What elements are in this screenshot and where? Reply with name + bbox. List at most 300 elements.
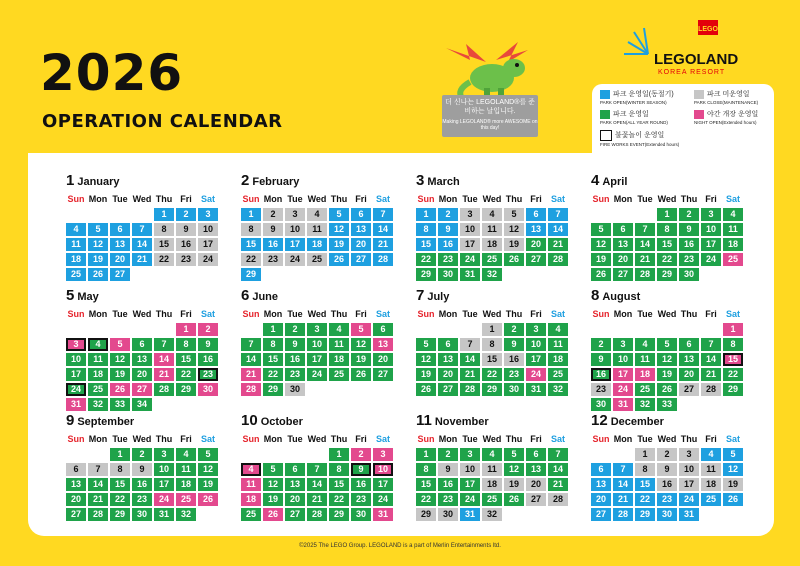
day-cell: 23	[176, 253, 196, 266]
weekday-label: Mon	[88, 434, 108, 444]
day-cell: 1	[482, 323, 502, 336]
day-cell: 7	[548, 448, 568, 461]
day-cell: 22	[482, 368, 502, 381]
day-cell: 14	[460, 353, 480, 366]
day-cell: 30	[679, 268, 699, 281]
day-cell: 21	[460, 368, 480, 381]
month-name: February	[252, 176, 300, 188]
day-cell: 19	[110, 368, 130, 381]
day-cell: 7	[460, 338, 480, 351]
day-cell: 27	[285, 508, 305, 521]
day-cell: 8	[657, 223, 677, 236]
empty-cell	[66, 208, 86, 221]
day-cell: 26	[657, 383, 677, 396]
day-cell: 9	[657, 463, 677, 476]
legend-label-english: NIGHT OPEN(Extended hours)	[694, 120, 757, 126]
empty-cell	[307, 448, 327, 461]
day-cell: 28	[88, 508, 108, 521]
day-cell: 1	[635, 448, 655, 461]
day-cell: 15	[110, 478, 130, 491]
day-cell: 17	[701, 238, 721, 251]
day-cell: 9	[504, 338, 524, 351]
weekday-label: Thu	[155, 194, 173, 204]
empty-cell	[263, 448, 283, 461]
day-cell: 13	[526, 463, 546, 476]
month-december	[591, 412, 743, 521]
weekday-label: Thu	[505, 194, 523, 204]
weekday-label: Tue	[462, 309, 478, 319]
day-cell: 5	[351, 323, 371, 336]
month-name: April	[602, 176, 628, 188]
day-cell: 24	[613, 383, 633, 396]
day-cell: 24	[285, 253, 305, 266]
month-name: July	[427, 291, 450, 303]
day-cell: 26	[198, 493, 218, 506]
day-cell: 3	[307, 323, 327, 336]
day-cell: 29	[635, 508, 655, 521]
day-cell: 6	[526, 448, 546, 461]
weekday-label: Thu	[330, 194, 348, 204]
day-cell: 32	[548, 383, 568, 396]
weekday-label: Tue	[287, 309, 303, 319]
logo-sub-text: KOREA RESORT	[658, 69, 726, 76]
day-cell: 7	[241, 338, 261, 351]
legend-label-korean: 파크 운영일(동절기)	[613, 91, 674, 99]
day-cell: 31	[66, 398, 86, 411]
day-cell: 19	[657, 368, 677, 381]
empty-cell	[701, 323, 721, 336]
month-title	[241, 287, 393, 305]
weekday-label: Thu	[680, 434, 698, 444]
days-grid	[591, 323, 743, 411]
day-cell: 29	[416, 268, 436, 281]
day-cell: 31	[373, 508, 393, 521]
month-november	[416, 412, 568, 521]
day-cell: 11	[482, 463, 502, 476]
day-cell: 12	[591, 238, 611, 251]
day-cell: 26	[351, 368, 371, 381]
weekday-label: Tue	[287, 194, 303, 204]
year-title: 2026	[40, 44, 184, 102]
day-cell: 34	[132, 398, 152, 411]
day-cell: 4	[88, 338, 108, 351]
month-march	[416, 172, 568, 281]
empty-cell	[591, 323, 611, 336]
day-cell: 7	[701, 338, 721, 351]
month-name: January	[77, 176, 120, 188]
day-cell: 11	[635, 353, 655, 366]
day-cell: 30	[591, 398, 611, 411]
empty-cell	[154, 323, 174, 336]
month-number: 9	[66, 412, 75, 429]
day-cell: 17	[460, 478, 480, 491]
day-cell: 32	[88, 398, 108, 411]
day-cell: 20	[679, 368, 699, 381]
day-cell: 4	[635, 338, 655, 351]
day-cell: 6	[66, 463, 86, 476]
month-october	[241, 412, 393, 521]
legend-item-c	[694, 90, 758, 105]
day-cell: 24	[701, 253, 721, 266]
day-cell: 16	[132, 478, 152, 491]
weekday-label: Thu	[330, 434, 348, 444]
legend-label-korean: 파크 운영일	[613, 111, 649, 119]
weekday-label: Wed	[307, 194, 327, 204]
days-grid	[591, 208, 743, 281]
day-cell: 17	[198, 238, 218, 251]
day-cell: 12	[88, 238, 108, 251]
weekday-label: Thu	[330, 309, 348, 319]
day-cell: 8	[154, 223, 174, 236]
days-grid	[241, 208, 393, 281]
legend-label-english: PARK OPEN(WINTER SEASON)	[600, 100, 667, 106]
day-cell: 9	[438, 223, 458, 236]
month-number: 7	[416, 287, 425, 304]
weekday-header	[591, 307, 743, 321]
month-title	[66, 287, 218, 305]
month-title	[66, 412, 218, 430]
footer-copyright: ©2025 The LEGO Group. LEGOLAND is a part of Merlin Entertainments ltd.	[299, 543, 501, 549]
day-cell: 7	[373, 208, 393, 221]
month-name: October	[260, 416, 303, 428]
day-cell: 5	[198, 448, 218, 461]
day-cell: 10	[460, 223, 480, 236]
day-cell: 17	[679, 478, 699, 491]
day-cell: 33	[657, 398, 677, 411]
day-cell: 32	[482, 508, 502, 521]
day-cell: 18	[66, 253, 86, 266]
day-cell: 11	[66, 238, 86, 251]
month-april	[591, 172, 743, 281]
day-cell: 4	[307, 208, 327, 221]
day-cell: 3	[526, 323, 546, 336]
day-cell: 9	[351, 463, 371, 476]
day-cell: 11	[88, 353, 108, 366]
month-number: 11	[416, 412, 432, 429]
day-cell: 30	[285, 383, 305, 396]
day-cell: 8	[723, 338, 743, 351]
day-cell: 21	[241, 368, 261, 381]
day-cell: 23	[591, 383, 611, 396]
days-grid	[66, 323, 218, 411]
day-cell: 6	[526, 208, 546, 221]
day-cell: 1	[657, 208, 677, 221]
day-cell: 2	[263, 208, 283, 221]
day-cell: 23	[438, 253, 458, 266]
day-cell: 7	[154, 338, 174, 351]
day-cell: 25	[701, 493, 721, 506]
day-cell: 12	[351, 338, 371, 351]
day-cell: 17	[307, 353, 327, 366]
day-cell: 16	[504, 353, 524, 366]
day-cell: 19	[723, 478, 743, 491]
day-cell: 19	[198, 478, 218, 491]
day-cell: 20	[526, 238, 546, 251]
day-cell: 28	[701, 383, 721, 396]
day-cell: 5	[88, 223, 108, 236]
day-cell: 23	[285, 368, 305, 381]
day-cell: 21	[613, 493, 633, 506]
day-cell: 26	[329, 253, 349, 266]
day-cell: 21	[548, 478, 568, 491]
day-cell: 6	[285, 463, 305, 476]
day-cell: 32	[635, 398, 655, 411]
day-cell: 15	[657, 238, 677, 251]
day-cell: 16	[657, 478, 677, 491]
weekday-label: Sat	[375, 194, 390, 204]
day-cell: 7	[307, 463, 327, 476]
month-january	[66, 172, 218, 281]
day-cell: 5	[591, 223, 611, 236]
weekday-label: Mon	[263, 309, 283, 319]
day-cell: 10	[526, 338, 546, 351]
legend-item-g	[600, 110, 668, 125]
day-cell: 22	[241, 253, 261, 266]
day-cell: 10	[373, 463, 393, 476]
day-cell: 28	[548, 493, 568, 506]
weekday-label: Wed	[307, 434, 327, 444]
weekday-label: Wed	[657, 434, 677, 444]
weekday-label: Fri	[355, 194, 367, 204]
day-cell: 16	[351, 478, 371, 491]
legoland-logo	[618, 20, 738, 90]
day-cell: 2	[504, 323, 524, 336]
day-cell: 11	[548, 338, 568, 351]
weekday-label: Mon	[613, 434, 633, 444]
day-cell: 16	[198, 353, 218, 366]
weekday-header	[66, 432, 218, 446]
empty-cell	[460, 323, 480, 336]
empty-cell	[657, 323, 677, 336]
day-cell: 3	[679, 448, 699, 461]
day-cell: 26	[591, 268, 611, 281]
day-cell: 5	[657, 338, 677, 351]
day-cell: 9	[679, 223, 699, 236]
day-cell: 1	[154, 208, 174, 221]
day-cell: 19	[504, 478, 524, 491]
month-title	[416, 172, 568, 190]
day-cell: 20	[351, 238, 371, 251]
day-cell: 18	[176, 478, 196, 491]
month-number: 1	[66, 172, 75, 189]
empty-cell	[88, 208, 108, 221]
weekday-label: Fri	[530, 309, 542, 319]
day-cell: 11	[701, 463, 721, 476]
day-cell: 8	[482, 338, 502, 351]
day-cell: 3	[198, 208, 218, 221]
day-cell: 12	[504, 223, 524, 236]
day-cell: 4	[176, 448, 196, 461]
weekday-label: Tue	[112, 309, 128, 319]
legend-label-korean: 야간 개장 운영일	[707, 111, 759, 119]
empty-cell	[613, 208, 633, 221]
month-number: 10	[241, 412, 258, 429]
day-cell: 3	[154, 448, 174, 461]
month-title	[416, 287, 568, 305]
logo-lego-text: LEGO	[698, 26, 718, 33]
day-cell: 17	[613, 368, 633, 381]
legend-label-english: PARK CLOSE(MAINTENANCE)	[694, 100, 759, 106]
weekday-label: Sat	[200, 194, 215, 204]
weekday-label: Thu	[505, 434, 523, 444]
day-cell: 15	[263, 353, 283, 366]
day-cell: 2	[438, 448, 458, 461]
day-cell: 30	[657, 508, 677, 521]
day-cell: 1	[110, 448, 130, 461]
weekday-label: Fri	[530, 434, 542, 444]
day-cell: 29	[329, 508, 349, 521]
day-cell: 25	[635, 383, 655, 396]
day-cell: 6	[110, 223, 130, 236]
day-cell: 4	[66, 223, 86, 236]
day-cell: 12	[504, 463, 524, 476]
legend-swatch-w	[600, 90, 610, 99]
day-cell: 15	[482, 353, 502, 366]
day-cell: 31	[154, 508, 174, 521]
day-cell: 8	[263, 338, 283, 351]
month-title	[591, 412, 743, 430]
day-cell: 5	[329, 208, 349, 221]
weekday-label: Thu	[505, 309, 523, 319]
weekday-label: Wed	[482, 309, 502, 319]
month-number: 6	[241, 287, 250, 304]
day-cell: 2	[438, 208, 458, 221]
day-cell: 7	[132, 223, 152, 236]
day-cell: 14	[241, 353, 261, 366]
day-cell: 22	[657, 253, 677, 266]
day-cell: 8	[416, 463, 436, 476]
legend-item-p	[694, 110, 758, 125]
day-cell: 29	[110, 508, 130, 521]
weekday-header	[66, 192, 218, 206]
weekday-label: Sun	[242, 309, 260, 319]
day-cell: 3	[701, 208, 721, 221]
day-cell: 8	[241, 223, 261, 236]
day-cell: 26	[88, 268, 108, 281]
day-cell: 24	[154, 493, 174, 506]
day-cell: 16	[176, 238, 196, 251]
month-july	[416, 287, 568, 396]
day-cell: 23	[263, 253, 283, 266]
day-cell: 29	[482, 383, 502, 396]
day-cell: 23	[679, 253, 699, 266]
empty-cell	[591, 448, 611, 461]
day-cell: 12	[723, 463, 743, 476]
day-cell: 9	[198, 338, 218, 351]
day-cell: 17	[373, 478, 393, 491]
day-cell: 12	[657, 353, 677, 366]
legend-swatch-c	[694, 90, 704, 99]
day-cell: 15	[176, 353, 196, 366]
weekday-label: Sun	[417, 309, 435, 319]
day-cell: 16	[438, 238, 458, 251]
weekday-label: Tue	[637, 309, 653, 319]
bubble-english: Making LEGOLAND® more AWESOME on this day!	[442, 118, 538, 131]
day-cell: 18	[88, 368, 108, 381]
day-cell: 30	[351, 508, 371, 521]
day-cell: 11	[176, 463, 196, 476]
day-cell: 15	[723, 353, 743, 366]
weekday-label: Mon	[88, 309, 108, 319]
day-cell: 13	[591, 478, 611, 491]
day-cell: 28	[154, 383, 174, 396]
weekday-label: Sat	[200, 434, 215, 444]
day-cell: 18	[241, 493, 261, 506]
day-cell: 15	[329, 478, 349, 491]
day-cell: 6	[351, 208, 371, 221]
legend-label-english: PARK OPEN(ALL YEAR ROUND)	[600, 120, 668, 126]
day-cell: 9	[591, 353, 611, 366]
day-cell: 7	[613, 463, 633, 476]
day-cell: 23	[198, 368, 218, 381]
legend-item-w	[600, 90, 674, 105]
day-cell: 29	[241, 268, 261, 281]
weekday-label: Fri	[530, 194, 542, 204]
empty-cell	[613, 448, 633, 461]
day-cell: 22	[110, 493, 130, 506]
day-cell: 25	[176, 493, 196, 506]
month-may	[66, 287, 218, 411]
weekday-label: Fri	[705, 194, 717, 204]
day-cell: 19	[591, 253, 611, 266]
day-cell: 18	[635, 368, 655, 381]
day-cell: 9	[132, 463, 152, 476]
weekday-label: Sun	[592, 309, 610, 319]
day-cell: 19	[88, 253, 108, 266]
day-cell: 27	[526, 493, 546, 506]
day-cell: 11	[241, 478, 261, 491]
weekday-label: Mon	[263, 194, 283, 204]
day-cell: 18	[701, 478, 721, 491]
day-cell: 12	[329, 223, 349, 236]
weekday-label: Mon	[613, 309, 633, 319]
day-cell: 10	[307, 338, 327, 351]
weekday-header	[591, 432, 743, 446]
day-cell: 21	[548, 238, 568, 251]
weekday-label: Sun	[592, 434, 610, 444]
day-cell: 5	[110, 338, 130, 351]
day-cell: 22	[416, 253, 436, 266]
weekday-label: Sat	[725, 194, 740, 204]
weekday-label: Tue	[637, 194, 653, 204]
day-cell: 14	[373, 223, 393, 236]
day-cell: 17	[460, 238, 480, 251]
day-cell: 14	[613, 478, 633, 491]
day-cell: 9	[176, 223, 196, 236]
day-cell: 22	[263, 368, 283, 381]
month-number: 8	[591, 287, 600, 304]
day-cell: 4	[241, 463, 261, 476]
empty-cell	[88, 448, 108, 461]
day-cell: 23	[351, 493, 371, 506]
weekday-label: Sat	[725, 434, 740, 444]
weekday-label: Tue	[637, 434, 653, 444]
day-cell: 21	[132, 253, 152, 266]
month-title	[241, 412, 393, 430]
day-cell: 6	[613, 223, 633, 236]
day-cell: 4	[548, 323, 568, 336]
weekday-label: Sun	[242, 434, 260, 444]
day-cell: 11	[723, 223, 743, 236]
day-cell: 15	[416, 478, 436, 491]
day-cell: 7	[88, 463, 108, 476]
day-cell: 30	[132, 508, 152, 521]
month-number: 3	[416, 172, 425, 189]
month-number: 12	[591, 412, 608, 429]
weekday-label: Wed	[657, 194, 677, 204]
empty-cell	[241, 448, 261, 461]
day-cell: 18	[482, 238, 502, 251]
